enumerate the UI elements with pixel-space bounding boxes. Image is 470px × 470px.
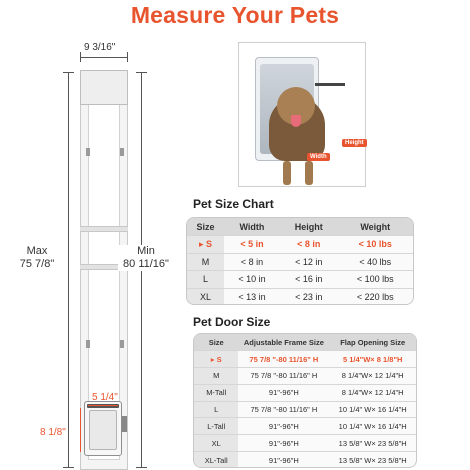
table-cell: < 8 in (224, 253, 280, 271)
product-photo (238, 42, 366, 187)
dog-leg (283, 161, 291, 185)
min-label-line1: Min (137, 245, 155, 257)
table-cell: 10 1/4" W× 16 1/4"H (329, 418, 416, 435)
photo-door-handle (315, 83, 345, 86)
column-header: Size (187, 218, 224, 236)
table-cell: 91"-96"H (238, 418, 329, 435)
flap-lock-tab (122, 416, 127, 432)
table-cell: 13 5/8" W× 23 5/8"H (329, 435, 416, 452)
table-cell: M (187, 253, 224, 271)
table-cell: < 220 lbs (356, 292, 394, 302)
dog-leg (305, 161, 313, 185)
page-title: Measure Your Pets (130, 2, 340, 28)
pet-door-size-table (193, 333, 417, 468)
table-cell: M-Tall (194, 384, 238, 401)
table-cell: < 10 lbs (337, 236, 413, 254)
table-cell: 75 7/8 "-80 11/16" H (238, 368, 329, 385)
table-header-row (194, 334, 416, 351)
width-dimension-tick-right (127, 52, 128, 62)
table-cell: 13 5/8" W× 23 5/8"H (338, 455, 407, 465)
table-cell: M (194, 368, 238, 385)
table-cell: 75 7/8 "-80 11/16" H (238, 351, 329, 368)
table-cell: 8 1/4"W× 12 1/4"H (329, 384, 416, 401)
table-cell: < 40 lbs (337, 253, 413, 271)
max-dimension-line (68, 72, 69, 468)
table-cell: L (187, 271, 224, 289)
pet-size-table (186, 217, 414, 305)
flap-height-dimension-line (80, 408, 81, 452)
column-header: Size (194, 334, 238, 351)
table-cell: L-Tall (194, 418, 238, 435)
max-label-line2: 75 7/8" (19, 258, 55, 270)
height-tag: Height (342, 139, 367, 147)
flap-width-dimension-line (88, 405, 118, 406)
dog-tongue (291, 115, 301, 127)
width-dimension-line (80, 57, 128, 58)
flap-panel (89, 410, 117, 450)
table-cell: 10 1/4" W× 16 1/4"H (329, 401, 416, 418)
table-cell: XL (194, 435, 238, 452)
table-row (194, 435, 416, 452)
frame-clip (120, 340, 124, 348)
table-cell: 91"-96"H (268, 455, 299, 465)
table-header-row (187, 218, 413, 236)
table-row (187, 271, 413, 289)
column-header: Weight (337, 218, 413, 236)
table-cell: < 10 in (224, 271, 280, 289)
table-cell: 8 1/4"W× 12 1/4"H (329, 368, 416, 385)
flap-width-label: 5 1/4" (92, 392, 118, 403)
table-row (194, 418, 416, 435)
door-frame-top (80, 70, 128, 105)
table-cell: < 8 in (280, 236, 337, 254)
width-tag: Width (307, 153, 330, 161)
width-dimension-tick-left (80, 52, 81, 62)
frame-clip (120, 148, 124, 156)
table-cell: XL-Tall (194, 452, 238, 468)
table-cell: < 100 lbs (337, 271, 413, 289)
flap-height-label: 8 1/8" (40, 427, 66, 438)
min-height-label (118, 245, 174, 271)
frame-clip (86, 148, 90, 156)
table-cell: XL (187, 288, 224, 305)
table-cell: 75 7/8 "-80 11/16" H (238, 401, 329, 418)
column-header: Height (280, 218, 337, 236)
pet-flap (84, 401, 122, 456)
table-cell: < 16 in (280, 271, 337, 289)
table-cell: < 23 in (295, 292, 323, 302)
table-cell: ▸ S (187, 236, 224, 254)
table-row (194, 452, 416, 468)
table-cell: 91"-96"H (238, 384, 329, 401)
table-row (187, 253, 413, 271)
table-cell: < 5 in (224, 236, 280, 254)
table-cell: L (194, 401, 238, 418)
table-cell: 91"-96"H (238, 435, 329, 452)
column-header: Adjustable Frame Size (238, 334, 329, 351)
min-label-line2: 80 11/16" (123, 258, 169, 270)
min-dimension-cap-top (136, 72, 147, 73)
max-dimension-cap-top (63, 72, 74, 73)
column-header: Flap Opening Size (329, 334, 416, 351)
table-cell: 5 1/4"W× 8 1/8"H (329, 351, 416, 368)
table-cell: ▸ S (194, 351, 238, 368)
pet-door-size-title: Pet Door Size (193, 315, 271, 329)
frame-clip (86, 340, 90, 348)
max-label-line1: Max (26, 245, 48, 257)
pet-size-chart-title: Pet Size Chart (193, 197, 274, 211)
table-row (194, 368, 416, 385)
max-dimension-cap-bottom (63, 467, 74, 468)
table-row (194, 351, 416, 368)
table-cell: < 13 in (238, 292, 266, 302)
min-dimension-cap-bottom (136, 467, 147, 468)
column-header: Width (224, 218, 280, 236)
table-row (187, 236, 413, 254)
door-frame-rail (80, 226, 128, 232)
table-cell: < 12 in (280, 253, 337, 271)
table-row (187, 288, 413, 305)
table-row (194, 401, 416, 418)
door-width-label: 9 3/16" (84, 42, 116, 53)
max-height-label (12, 245, 62, 271)
table-row (194, 384, 416, 401)
